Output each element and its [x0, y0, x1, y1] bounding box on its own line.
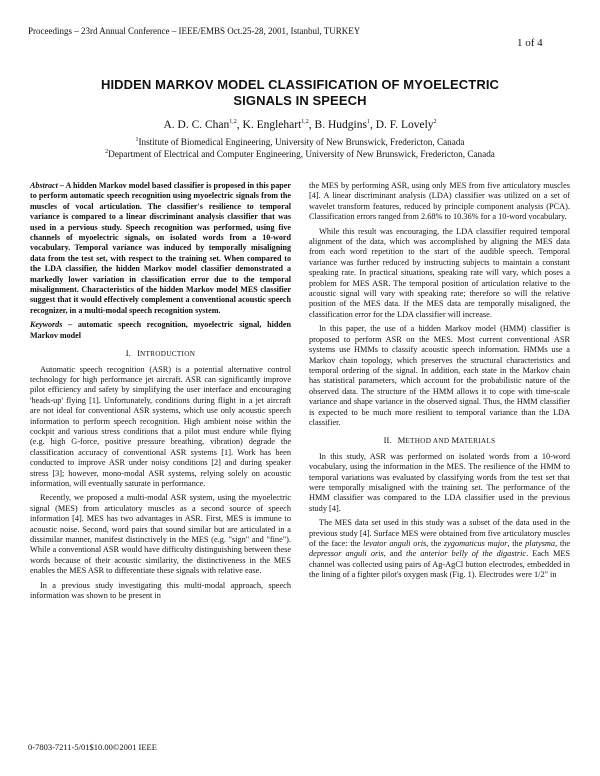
author-3: B. Hudgins — [314, 119, 367, 131]
intro-paragraph-3: In a previous study investigating this multi-modal approach, speech information was shown to be present in — [30, 580, 291, 601]
title-line-2: SIGNALS IN SPEECH — [233, 93, 367, 108]
abstract — [30, 181, 291, 316]
section-heading-methods — [309, 435, 570, 446]
author-1: A. D. C. Chan — [163, 119, 230, 131]
left-column — [30, 181, 291, 605]
paper-title — [60, 77, 540, 109]
author-4-sup: 2 — [433, 119, 437, 126]
author-2-sup: 1,2 — [301, 119, 309, 126]
muscle-4: depressor anguli oris — [309, 549, 384, 559]
abstract-label: Abstract – — [30, 181, 64, 190]
section-2-aterials: ATERIALS — [459, 437, 496, 446]
affiliation-2-text: Department of Electrical and Computer Engineering, University of New Brunswick, Fredericton, Canada — [108, 149, 495, 159]
muscle-1: levator anguli oris — [363, 539, 427, 548]
right-paragraph-1: the MES by performing ASR, using only MES from five articulatory muscles [4]. A linear discriminant analysis (LDA) classifier was utilized on a set of wavelet transform features, reduced by principle component analysis (PCA). Classification errors ranged from 2.68% to 10.36% for a 10-word vocabulary. — [309, 181, 570, 222]
affiliation-1-text: Institute of Biomedical Engineering, University of New Brunswick, Fredericton, Canada — [138, 137, 465, 147]
author-2: K. Englehart — [242, 119, 302, 131]
muscle-3: platysma — [525, 539, 556, 548]
affiliation-2-sup: 2 — [105, 148, 109, 155]
intro-paragraph-2: Recently, we proposed a multi-modal ASR system, using the myoelectric signal (MES) from articulatory muscles as a second source of speech information [4]. MES has two advantages in ASR. First, MES is immune to acoustic noise. Second, word pairs that sound similar but are articulated in a dissimilar manner, manifest distinctively in the MES (e.g. "sign" and "fine"). While a conventional ASR would have difficulty distinguishing between these words because of their acoustic similarity, the distinctiveness in the MES enables the MES ASR to differentiate these signals with relative ease. — [30, 493, 291, 576]
right-paragraph-3: In this paper, the use of a hidden Markov model (HMM) classifier is proposed to perform ASR on the MES. Most current conventional ASR systems use HMMs to classify acoustic speech information. HMMs use a Markov chain topology, which preserves the structural characteristics and temporal ordering of the signal. In addition, each state in the Markov chain has statistical parameters, which account for the probabilistic nature of the observed data. The structure of the HMM allows it to cope with time-scale variance and shape variance in the observed signal. Thus, the HMM classifier is expected to be much more resilient to temporal variance than the LDA classifier. — [309, 324, 570, 427]
section-2-mat: M — [451, 435, 460, 446]
keywords — [30, 320, 291, 341]
mp2-text-4: , the — [555, 539, 571, 548]
section-heading-introduction — [30, 348, 291, 359]
author-4: D. F. Lovely — [375, 119, 434, 131]
affiliation-1-sup: 1 — [135, 136, 139, 143]
muscle-5: the anterior belly of the digastric — [406, 549, 527, 559]
mp2-text-2: , the — [426, 539, 444, 548]
mp2-text-6: . Each MES channel was collected using pairs of Ag-AgCl button electrodes, embedded in the lining of a fighter pilot's oxygen mask (Fig. 1). Electrodes were 1/2" in — [309, 549, 570, 580]
right-column — [309, 181, 570, 585]
author-list: A. D. C. Chan$^{1,2}$, K. Englehart$^{1,2}$, B. Hudgins$^1$, D. F. Lovely$^2$ — [163, 119, 437, 131]
right-paragraph-2: While this result was encouraging, the LDA classifier required temporal alignment of the data, which was accomplished by aligning the MES data from each word repetition to the start of the audible speech. Temporal variance was further reduced by instructing subjects to maintain a constant speaking rate. In practical situations, speaking rate will vary, which poses a problem for MES ASR. The temporal position of articulation relative to the acoustic signal will vary with speaking rate; therefore so will the relative position of the MES data. If the MES data are temporally misaligned, the classification error for the LDA classifier will increase. — [309, 226, 570, 319]
section-1-number: I. — [125, 348, 131, 359]
section-2-m: M — [397, 435, 406, 446]
section-1-first: I — [137, 348, 140, 359]
title-line-1: HIDDEN MARKOV MODEL CLASSIFICATION OF MYOELECTRIC — [100, 77, 500, 92]
mp2-text-3: , the — [507, 539, 526, 548]
methods-paragraph-1: In this study, ASR was performed on isolated words from a 10-word vocabulary, using the information in the MES. The resilience of the HMM to temporal variations was evaluated by classifying words from the test set that were temporally misaligned with the training set. The performance of the HMM classifier was compared to the LDA classifier used in the previous study [4]. — [309, 451, 570, 513]
section-1-rest: NTRODUCTION — [139, 350, 196, 359]
muscle-2: zygomaticus major — [443, 539, 508, 548]
affiliation-2 — [30, 149, 570, 159]
mp2-text-1: The MES data set used in this study was a subset of the data used in the previous study [4]. Surface MES were obtained from five articulatory muscles of the face: the — [309, 518, 570, 548]
author-1-sup: 1,2 — [229, 119, 237, 126]
page-number: 1 of 4 — [517, 37, 543, 49]
affiliation-1 — [30, 137, 570, 147]
keywords-label: Keywords – — [30, 320, 73, 330]
section-2-ethod: ETHOD AND — [405, 437, 452, 446]
intro-paragraph-1: Automatic speech recognition (ASR) is a potential alternative control technology for high performance jet aircraft. ASR can significantly improve pilot efficiency and safety by simplifying the user interface and encouraging 'heads-up' flying [1]. Unfortunately, conditions during flight in a jet aircraft are not ideal for conventional ASR systems, which use only acoustic speech information to perform speech recognition. High ambient noise within the cockpit and various stress conditions that a pilot must endure while flying (e.g. high G-force, positive pressure breathing, vibration) degrade the classification accuracy of conventional ASR systems [1]. Work has been conducted to improve ASR under noisy conditions [2] and during speaker stress [3]; however, mono-modal ASR systems, relying solely on acoustic information, will eventually saturate in performance. — [30, 364, 291, 488]
proceedings-header: Proceedings – 23rd Annual Conference – IEEE/EMBS Oct.25-28, 2001, Istanbul, TURKEY — [28, 26, 361, 36]
copyright-footer: 0-7803-7211-5/01$10.00©2001 IEEE — [28, 742, 157, 752]
methods-paragraph-2 — [309, 518, 570, 580]
mp2-text-5: , and — [383, 549, 407, 559]
author-3-sup: 1 — [366, 119, 370, 126]
section-2-number: II. — [383, 435, 392, 446]
abstract-text: A hidden Markov model based classifier is proposed in this paper to perform automatic speech recognition using myoelectric signals from the muscles of vocal articulation. The classifier's resilience to temporal variance is compared to a linear discriminant analysis classifier that was used in a pervious study. Speech recognition was performed, using five channels of myoelectric signals, on isolated words from a 10-word vocabulary. Temporal variance was induced by temporally misaligning data from the test set, with respect to the training set. When compared to the LDA classifier, the hidden Markov model classifier demonstrated a markedly lower variation in classification error due to the temporal misalignment. Characteristics of the hidden Markov model MES classifier suggest that it would effectively complement a conventional acoustic speech recognizer, in a multi-modal speech recognition system. — [30, 181, 291, 315]
keywords-text: automatic speech recognition, myoelectric signal, hidden Markov model — [30, 320, 292, 340]
